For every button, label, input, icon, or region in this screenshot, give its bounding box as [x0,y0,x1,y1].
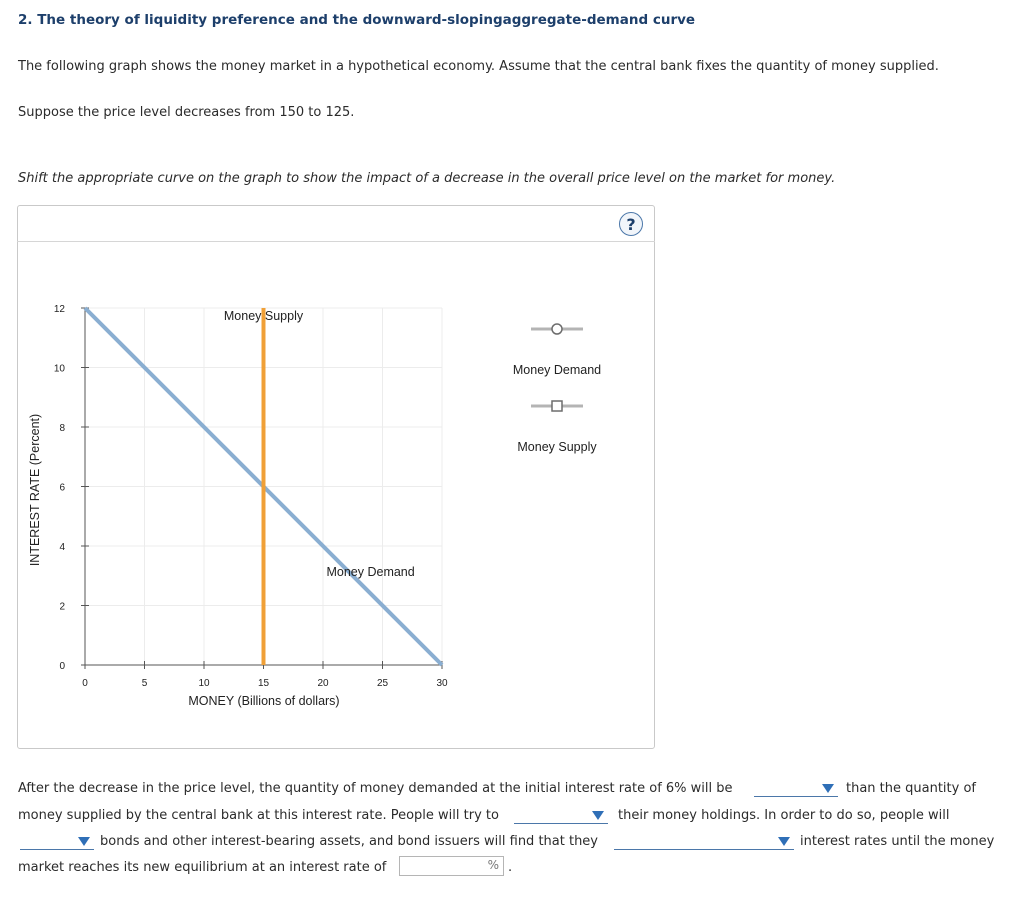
x-tick-label: 30 [436,678,448,689]
y-tick-label: 0 [59,661,65,672]
answer-line-3a: bonds and other interest-bearing assets, and bond issuers will find that they [100,834,598,849]
y-tick-label: 10 [53,363,65,375]
x-tick-label: 15 [257,678,270,689]
y-tick-label: 6 [59,482,65,494]
help-icon[interactable]: ? [619,212,643,236]
money-demand-tool[interactable] [531,324,583,334]
interest-rate-input[interactable] [399,856,504,876]
y-axis-label: INTEREST RATE (Percent) [28,413,42,567]
x-tick-label: 5 [141,678,148,689]
percent-unit: % [487,858,499,872]
money-supply-curve-label: Money Supply [223,308,304,323]
instruction-text: Shift the appropriate curve on the graph to show the impact of a decrease in the overall price level on the market for money. [18,171,836,186]
x-axis-label: MONEY (Billions of dollars) [188,694,340,708]
x-tick-label: 10 [198,678,210,689]
bonds-action-dropdown[interactable] [20,835,94,850]
intro-text: The following graph shows the money market in a hypothetical economy. Assume that the central bank fixes the quantity of money supplied. [18,59,939,74]
answer-line-1b: than the quantity of [846,781,976,796]
chart-labels [224,309,415,579]
money-supply-tool-label: Money Supply [517,440,597,454]
y-tick-label: 8 [59,423,65,434]
scenario-text: Suppose the price level decreases from 150 to 125. [18,105,355,120]
money-supply-tool-handle [552,401,562,411]
answer-line-4a: market reaches its new equilibrium at an interest rate of [18,860,387,875]
money-demand-curve-label: Money Demand [326,564,415,579]
money-demand-tool-handle [552,324,562,334]
y-tick-label: 12 [53,304,65,315]
chevron-down-icon [778,837,790,846]
answer-line-2a: money supplied by the central bank at this interest rate. People will try to [18,808,499,823]
money-demand-tool-label: Money Demand [512,363,602,377]
chevron-down-icon [822,784,834,793]
chevron-down-icon [592,811,604,820]
x-tick-label: 20 [317,678,329,689]
y-tick-label: 4 [59,542,65,553]
comparison-dropdown[interactable] [754,782,838,797]
question-title: 2. The theory of liquidity preference and the downward-slopingaggregate-demand curve [18,12,696,28]
answer-period: . [508,860,513,875]
chevron-down-icon [78,837,90,846]
money-supply-tool[interactable] [531,401,583,411]
x-tick-label: 25 [376,678,389,689]
y-tick-label: 2 [59,601,65,613]
answer-line-2b: their money holdings. In order to do so, people will [618,808,950,823]
answer-line-1a: After the decrease in the price level, the quantity of money demanded at the initial interest rate of 6% will be [18,781,733,796]
interest-rate-dropdown[interactable] [614,835,794,850]
answer-line-3b: interest rates until the money [800,834,995,849]
holdings-dropdown[interactable] [514,809,608,824]
x-tick-label: 0 [82,678,88,689]
chart-ticks [54,304,448,689]
